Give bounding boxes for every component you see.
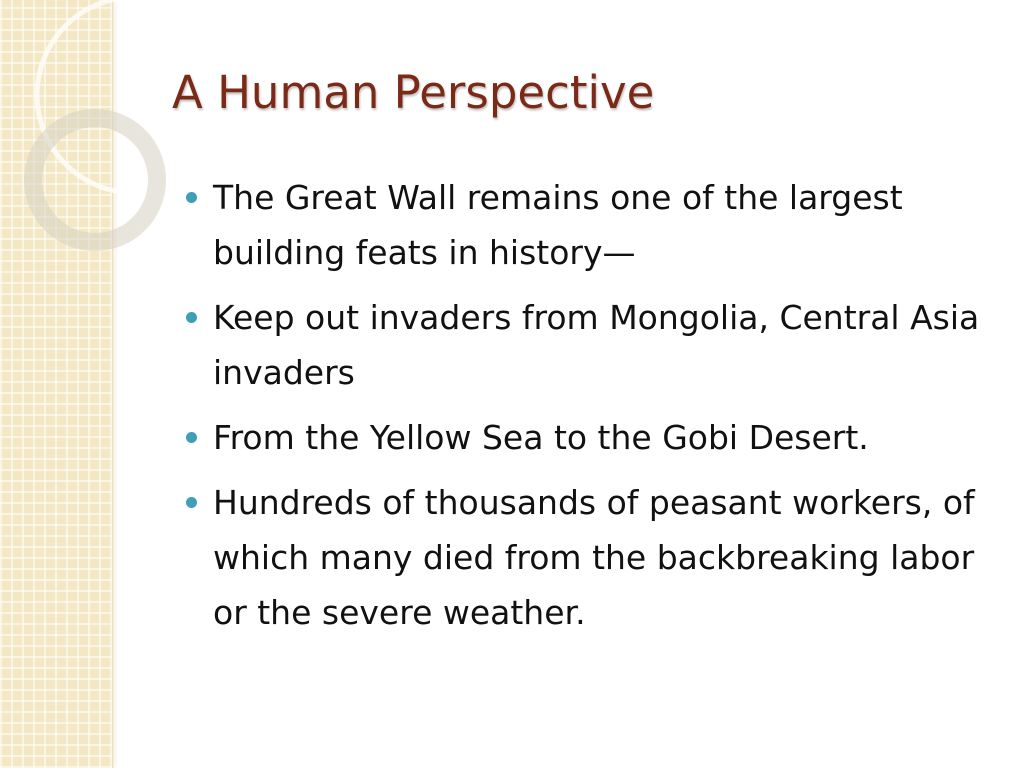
bullet-item [186, 290, 1006, 400]
bullet-item [186, 475, 1006, 640]
decorative-rings [0, 0, 200, 260]
bullet-text: Hundreds of thousands of peasant workers, of which many died from the backbreaking labor or the severe weather. [213, 483, 975, 632]
bullet-text: Keep out invaders from Mongolia, Central Asia invaders [213, 298, 980, 392]
bullet-item [186, 170, 1006, 280]
bullet-dot-icon [186, 312, 197, 323]
bullet-dot-icon [186, 432, 197, 443]
bullet-list [186, 170, 1006, 650]
bullet-item [186, 410, 1006, 465]
bullet-text: From the Yellow Sea to the Gobi Desert. [213, 418, 869, 457]
slide-title: A Human Perspective [172, 66, 655, 119]
bullet-dot-icon [186, 192, 197, 203]
bullet-text: The Great Wall remains one of the largest building feats in history— [213, 178, 903, 272]
bullet-dot-icon [186, 497, 197, 508]
decorative-ring-small [33, 118, 157, 242]
